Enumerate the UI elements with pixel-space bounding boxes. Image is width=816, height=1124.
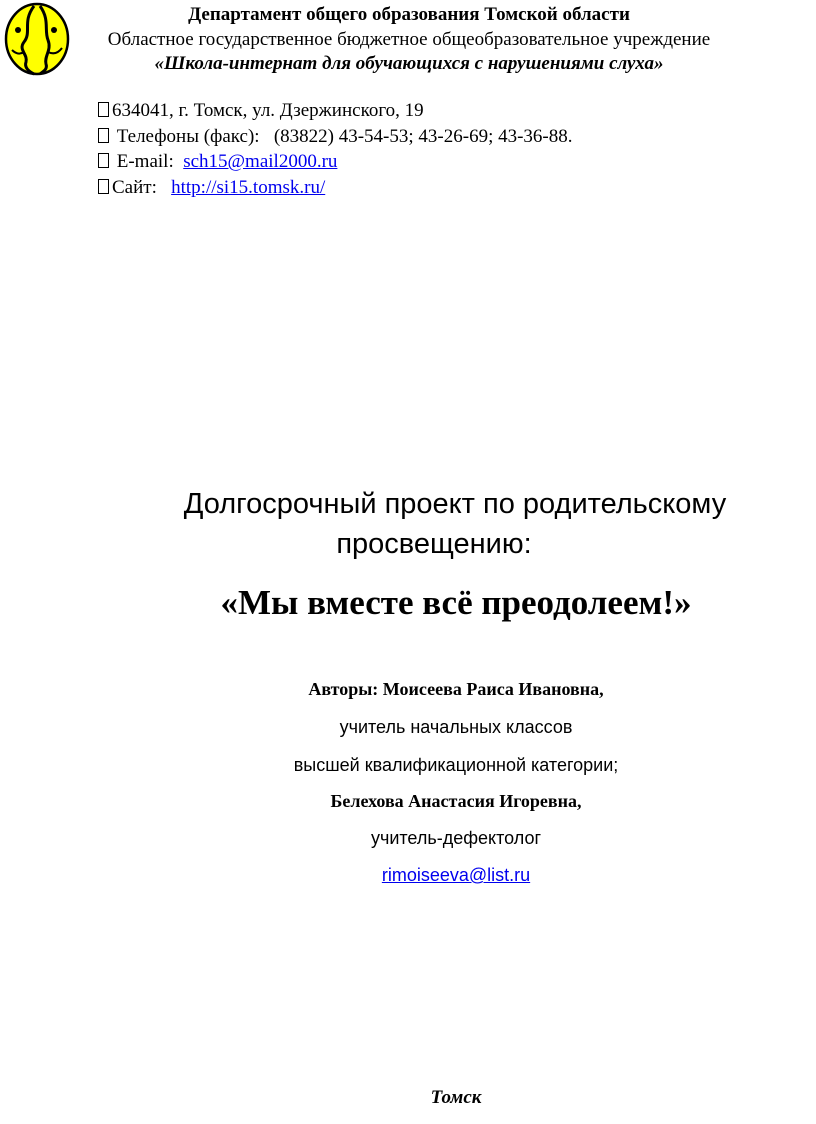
author-email-link[interactable]: rimoiseeva@list.ru [381,865,531,885]
author-email-wrap [0,865,816,886]
school-site-link[interactable]: http://si15.tomsk.ru/ [171,177,326,198]
project-motto: «Мы вместе всё преодолеем!» [220,583,692,622]
email-label: E-mail: [112,151,174,172]
checkbox-glyph-icon [98,102,109,117]
email-line [98,151,337,173]
checkbox-glyph-icon [98,128,109,143]
phones-value: (83822) 43-54-53; 43-26-69; 43-36-88. [273,126,573,147]
checkbox-glyph-icon [98,179,109,194]
author1-role1: учитель начальных классов [339,717,573,737]
school-name-heading: «Школа-интернат для обучающихся с нарушениями слуха» [154,53,664,74]
phones-label: Телефоны (факс): [112,126,260,147]
site-line [98,177,325,199]
author2-role: учитель-дефектолог [370,828,542,848]
project-title-line1: Долгосрочный проект по родительскому [183,488,727,520]
site-label: Сайт: [112,177,157,198]
department-heading: Департамент общего образования Томской области [188,4,630,25]
city-footer: Томск [430,1087,482,1108]
checkbox-glyph-icon [98,153,109,168]
author2-name: Белехова Анастасия Игоревна, [330,791,582,811]
school-email-link[interactable]: sch15@mail2000.ru [183,151,338,172]
institution-heading: Областное государственное бюджетное общеобразовательное учреждение [107,29,711,50]
author1-name: Авторы: Моисеева Раиса Ивановна, [308,679,604,699]
phones-line [98,126,573,148]
address-line [98,100,424,122]
address-text: 634041, г. Томск, ул. Дзержинского, 19 [112,100,424,121]
project-title-line2: просвещению: [336,528,532,560]
author1-role2: высшей квалификационной категории; [293,755,619,775]
